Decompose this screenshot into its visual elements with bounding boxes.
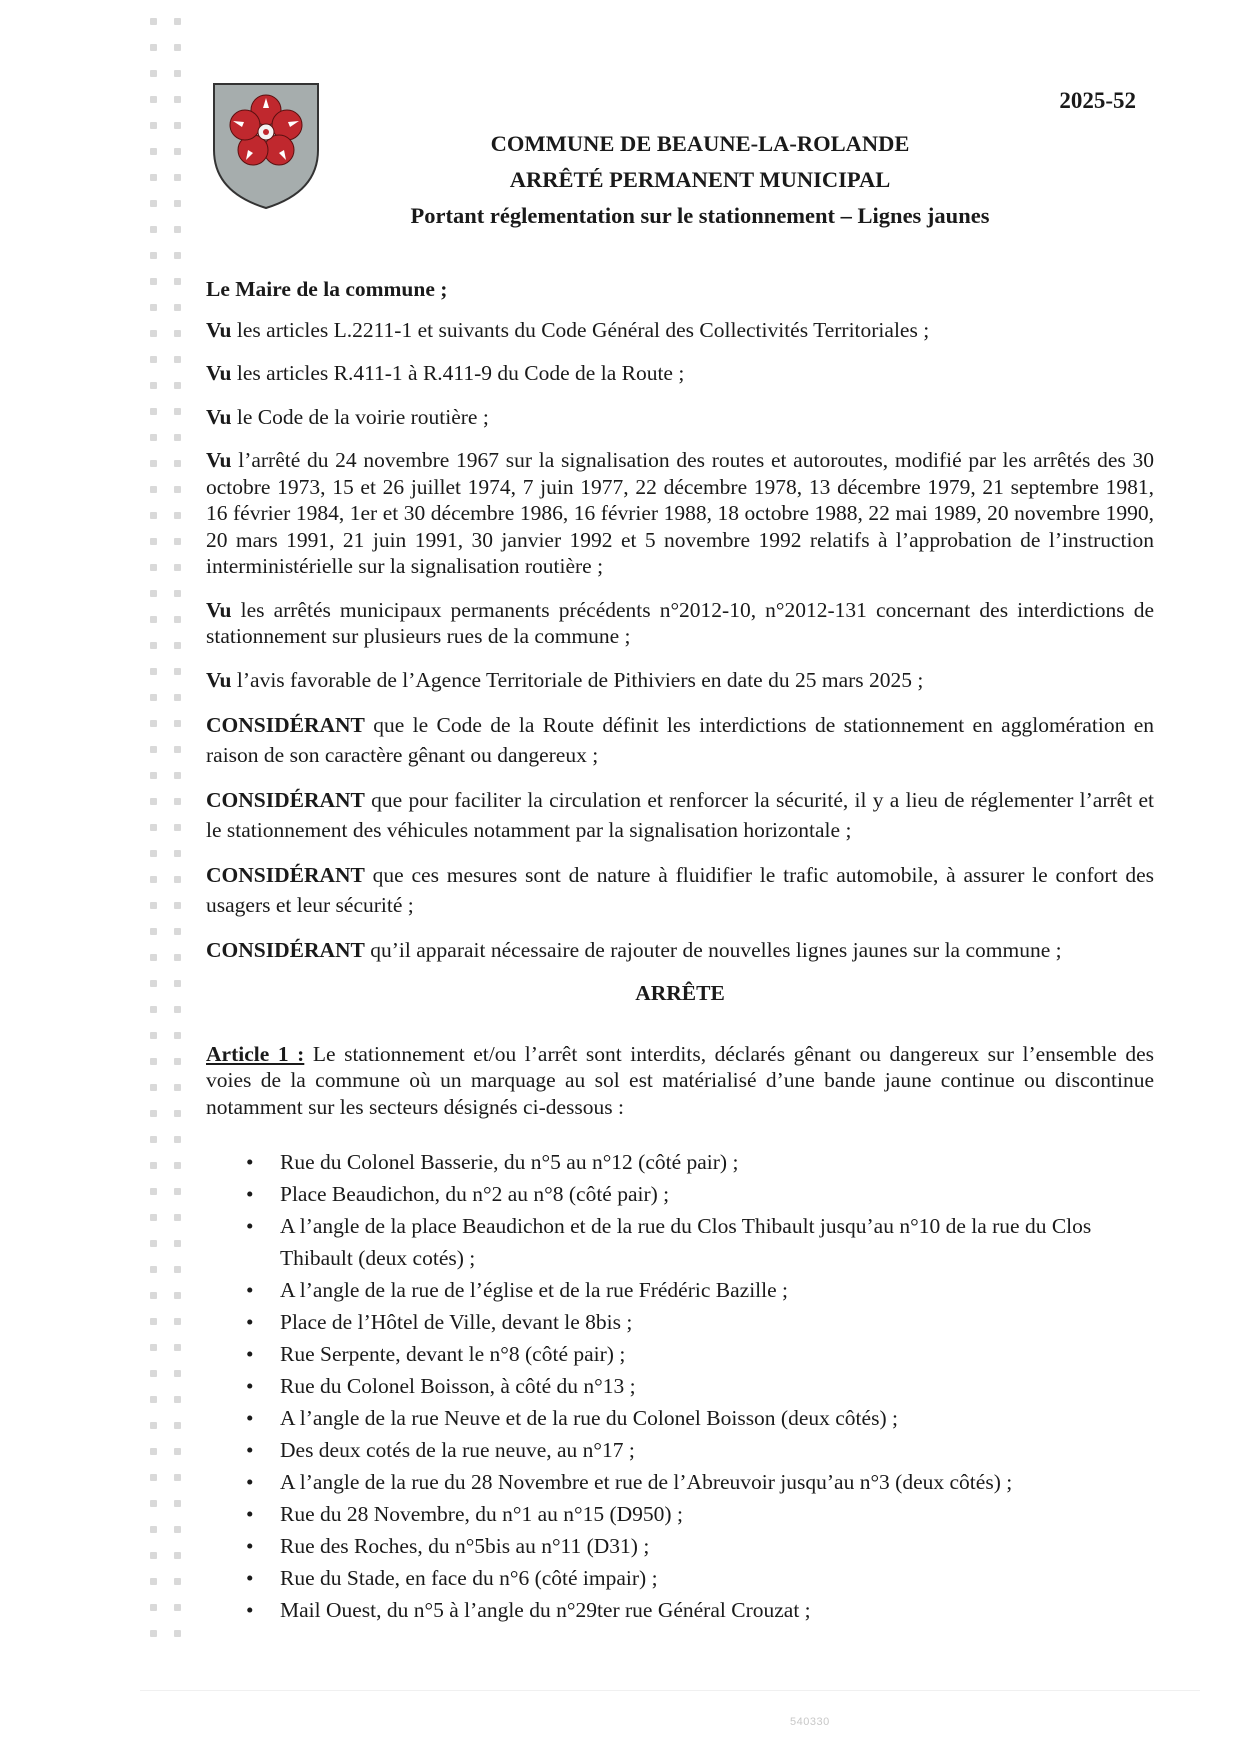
binder-holes	[146, 18, 186, 1658]
binder-hole-row	[146, 304, 186, 314]
vu-prefix: Vu	[206, 667, 232, 692]
binder-hole-row	[146, 1552, 186, 1562]
binder-hole-row	[146, 356, 186, 366]
article-1-text: Le stationnement et/ou l’arrêt sont interdits, déclarés gênant ou dangereux sur l’ensemble des voies de la commune où un marquage au sol est matérialisé d’une bande jaune continue ou discontinue notamment sur les secteurs désignés ci-dessous :	[206, 1041, 1155, 1119]
sector-list-item	[246, 1466, 1154, 1498]
sector-text: Rue du Colonel Boisson, à côté du n°13 ;	[280, 1374, 636, 1398]
binder-hole-row	[146, 850, 186, 860]
binder-hole-row	[146, 1006, 186, 1016]
binder-hole-row	[146, 616, 186, 626]
sector-list-item	[246, 1306, 1154, 1338]
considerant-paragraph	[206, 710, 1154, 770]
binder-hole-row	[146, 1266, 186, 1276]
vu-text: le Code de la voirie routière ;	[231, 404, 489, 429]
binder-hole-row	[146, 44, 186, 54]
sector-list-item	[246, 1402, 1154, 1434]
article-1	[206, 1041, 1154, 1121]
vu-paragraph	[206, 360, 1154, 387]
sector-list	[206, 1146, 1154, 1626]
vu-prefix: Vu	[206, 597, 232, 622]
bullet-icon: •	[246, 1534, 254, 1558]
binder-hole-row	[146, 538, 186, 548]
binder-hole-row	[146, 330, 186, 340]
vu-prefix: Vu	[206, 448, 232, 472]
binder-hole-row	[146, 1084, 186, 1094]
binder-hole-row	[146, 1370, 186, 1380]
sector-text: A l’angle de la place Beaudichon et de la rue du Clos Thibault jusqu’au n°10 de la rue du Clos Thibault (deux cotés) ;	[280, 1214, 1092, 1270]
sector-text: Rue du Stade, en face du n°6 (côté impair) ;	[280, 1566, 658, 1590]
sector-text: A l’angle de la rue du 28 Novembre et rue de l’Abreuvoir jusqu’au n°3 (deux côtés) ;	[280, 1470, 1013, 1494]
considerant-text: que le Code de la Route définit les interdictions de stationnement en agglomération en raison de son caractère gênant ou dangereux ;	[206, 713, 1154, 767]
vu-prefix: Vu	[206, 361, 232, 385]
printer-stamp: 540330	[790, 1716, 830, 1728]
arrete-heading: ARRÊTE	[635, 981, 725, 1005]
sector-list-item	[246, 1562, 1154, 1594]
binder-hole-row	[146, 1162, 186, 1172]
mayor-intro: Le Maire de la commune ;	[206, 277, 448, 301]
considerant-paragraph	[206, 785, 1154, 845]
considerant-list	[206, 710, 1154, 965]
vu-prefix: Vu	[206, 317, 232, 342]
commune-name: COMMUNE DE BEAUNE-LA-ROLANDE	[490, 131, 910, 156]
vu-paragraph	[206, 597, 1154, 650]
vu-list	[206, 317, 1154, 694]
binder-hole-row	[146, 96, 186, 106]
sector-list-item	[246, 1370, 1154, 1402]
binder-hole-row	[146, 1318, 186, 1328]
binder-hole-row	[146, 200, 186, 210]
sector-text: A l’angle de la rue Neuve et de la rue du Colonel Boisson (deux côtés) ;	[280, 1406, 898, 1430]
sector-text: Rue du Colonel Basserie, du n°5 au n°12 (côté pair) ;	[280, 1150, 739, 1174]
binder-hole-row	[146, 694, 186, 704]
binder-hole-row	[146, 1500, 186, 1510]
binder-hole-row	[146, 954, 186, 964]
vu-paragraph	[206, 667, 1154, 694]
binder-hole-row	[146, 226, 186, 236]
binder-hole-row	[146, 408, 186, 418]
binder-hole-row	[146, 1604, 186, 1614]
document-header	[380, 126, 1020, 234]
binder-hole-row	[146, 902, 186, 912]
binder-hole-row	[146, 382, 186, 392]
considerant-prefix: CONSIDÉRANT	[206, 713, 365, 737]
binder-hole-row	[146, 746, 186, 756]
considerant-text: que ces mesures sont de nature à fluidifier le trafic automobile, à assurer le confort des usagers et leur sécurité ;	[206, 863, 1154, 917]
bullet-icon: •	[246, 1214, 254, 1238]
binder-hole-row	[146, 1110, 186, 1120]
considerant-prefix: CONSIDÉRANT	[206, 938, 365, 962]
sector-text: Place de l’Hôtel de Ville, devant le 8bis ;	[280, 1310, 633, 1334]
sector-text: Rue du 28 Novembre, du n°1 au n°15 (D950) ;	[280, 1502, 683, 1526]
sector-list-item	[246, 1146, 1154, 1178]
decree-number: 2025-52	[1059, 88, 1136, 113]
sector-text: Place Beaudichon, du n°2 au n°8 (côté pair) ;	[280, 1182, 670, 1206]
decree-subject: Portant réglementation sur le stationnement – Lignes jaunes	[410, 203, 990, 228]
vu-prefix: Vu	[206, 404, 232, 429]
bullet-icon: •	[246, 1342, 254, 1366]
vu-paragraph	[206, 447, 1154, 580]
sector-list-item	[246, 1274, 1154, 1306]
binder-hole-row	[146, 512, 186, 522]
binder-hole-row	[146, 70, 186, 80]
binder-hole-row	[146, 1188, 186, 1198]
binder-hole-row	[146, 1578, 186, 1588]
document-body	[206, 276, 1154, 1626]
binder-hole-row	[146, 772, 186, 782]
article-1-label: Article 1 :	[206, 1041, 305, 1066]
vu-paragraph	[206, 404, 1154, 431]
bullet-icon: •	[246, 1438, 254, 1462]
sector-text: Rue des Roches, du n°5bis au n°11 (D31) ;	[280, 1534, 650, 1558]
decree-type: ARRÊTÉ PERMANENT MUNICIPAL	[509, 167, 891, 192]
sector-text: Des deux cotés de la rue neuve, au n°17 ;	[280, 1438, 635, 1462]
sector-text: Mail Ouest, du n°5 à l’angle du n°29ter rue Général Crouzat ;	[280, 1598, 811, 1622]
binder-hole-row	[146, 1396, 186, 1406]
binder-hole-row	[146, 928, 186, 938]
bullet-icon: •	[246, 1470, 254, 1494]
bullet-icon: •	[246, 1278, 254, 1302]
binder-hole-row	[146, 278, 186, 288]
vu-text: les arrêtés municipaux permanents précédents n°2012-10, n°2012-131 concernant des interdictions de stationnement sur plusieurs rues de la commune ;	[206, 597, 1154, 648]
binder-hole-row	[146, 1136, 186, 1146]
scan-edge-line	[140, 1690, 1200, 1691]
binder-hole-row	[146, 590, 186, 600]
sector-text: A l’angle de la rue de l’église et de la rue Frédéric Bazille ;	[280, 1278, 789, 1302]
binder-hole-row	[146, 174, 186, 184]
bullet-icon: •	[246, 1182, 254, 1206]
binder-hole-row	[146, 460, 186, 470]
binder-hole-row	[146, 980, 186, 990]
sector-list-item	[246, 1594, 1154, 1626]
vu-paragraph	[206, 317, 1154, 344]
vu-text: l’avis favorable de l’Agence Territoriale de Pithiviers en date du 25 mars 2025 ;	[231, 667, 924, 692]
binder-hole-row	[146, 18, 186, 28]
bullet-icon: •	[246, 1150, 254, 1174]
binder-hole-row	[146, 122, 186, 132]
considerant-text: que pour faciliter la circulation et renforcer la sécurité, il y a lieu de réglementer l’arrêt et le stationnement des véhicules notamment par la signalisation horizontale ;	[206, 788, 1154, 842]
binder-hole-row	[146, 1240, 186, 1250]
considerant-text: qu’il apparait nécessaire de rajouter de nouvelles lignes jaunes sur la commune ;	[364, 938, 1062, 962]
binder-hole-row	[146, 720, 186, 730]
sector-list-item	[246, 1210, 1154, 1274]
binder-hole-row	[146, 1292, 186, 1302]
bullet-icon: •	[246, 1502, 254, 1526]
sector-list-item	[246, 1434, 1154, 1466]
binder-hole-row	[146, 252, 186, 262]
bullet-icon: •	[246, 1374, 254, 1398]
binder-hole-row	[146, 1448, 186, 1458]
vu-text: les articles L.2211-1 et suivants du Code Général des Collectivités Territoriales ;	[231, 317, 930, 342]
binder-hole-row	[146, 1630, 186, 1640]
sector-list-item	[246, 1178, 1154, 1210]
considerant-prefix: CONSIDÉRANT	[206, 863, 365, 887]
sector-list-item	[246, 1338, 1154, 1370]
considerant-paragraph	[206, 935, 1154, 965]
binder-hole-row	[146, 668, 186, 678]
considerant-prefix: CONSIDÉRANT	[206, 788, 365, 812]
binder-hole-row	[146, 434, 186, 444]
binder-hole-row	[146, 824, 186, 834]
sector-list-item	[246, 1498, 1154, 1530]
binder-hole-row	[146, 564, 186, 574]
coat-of-arms-logo	[210, 80, 322, 212]
binder-hole-row	[146, 1344, 186, 1354]
vu-text: l’arrêté du 24 novembre 1967 sur la signalisation des routes et autoroutes, modifié par les arrêtés des 30 octobre 1973, 15 et 26 juillet 1974, 7 juin 1977, 22 décembre 1978, 13 décembre 1979, 21 septembre 1981, 16 février 1984, 1er et 30 décembre 1986, 16 février 1988, 18 octobre 1988, 22 mai 1989, 20 novembre 1990, 20 mars 1991, 21 juin 1991, 30 janvier 1992 et 5 novembre 1992 relatifs à l’approbation de l’instruction interministérielle sur la signalisation routière ;	[206, 448, 1154, 578]
binder-hole-row	[146, 1526, 186, 1536]
vu-text: les articles R.411-1 à R.411-9 du Code de la Route ;	[231, 361, 685, 385]
bullet-icon: •	[246, 1598, 254, 1622]
binder-hole-row	[146, 1422, 186, 1432]
binder-hole-row	[146, 642, 186, 652]
binder-hole-row	[146, 1032, 186, 1042]
binder-hole-row	[146, 486, 186, 496]
binder-hole-row	[146, 798, 186, 808]
binder-hole-row	[146, 876, 186, 886]
bullet-icon: •	[246, 1406, 254, 1430]
binder-hole-row	[146, 1058, 186, 1068]
bullet-icon: •	[246, 1310, 254, 1334]
binder-hole-row	[146, 1214, 186, 1224]
sector-list-item	[246, 1530, 1154, 1562]
bullet-icon: •	[246, 1566, 254, 1590]
binder-hole-row	[146, 1474, 186, 1484]
considerant-paragraph	[206, 860, 1154, 920]
sector-text: Rue Serpente, devant le n°8 (côté pair) ;	[280, 1342, 626, 1366]
binder-hole-row	[146, 148, 186, 158]
